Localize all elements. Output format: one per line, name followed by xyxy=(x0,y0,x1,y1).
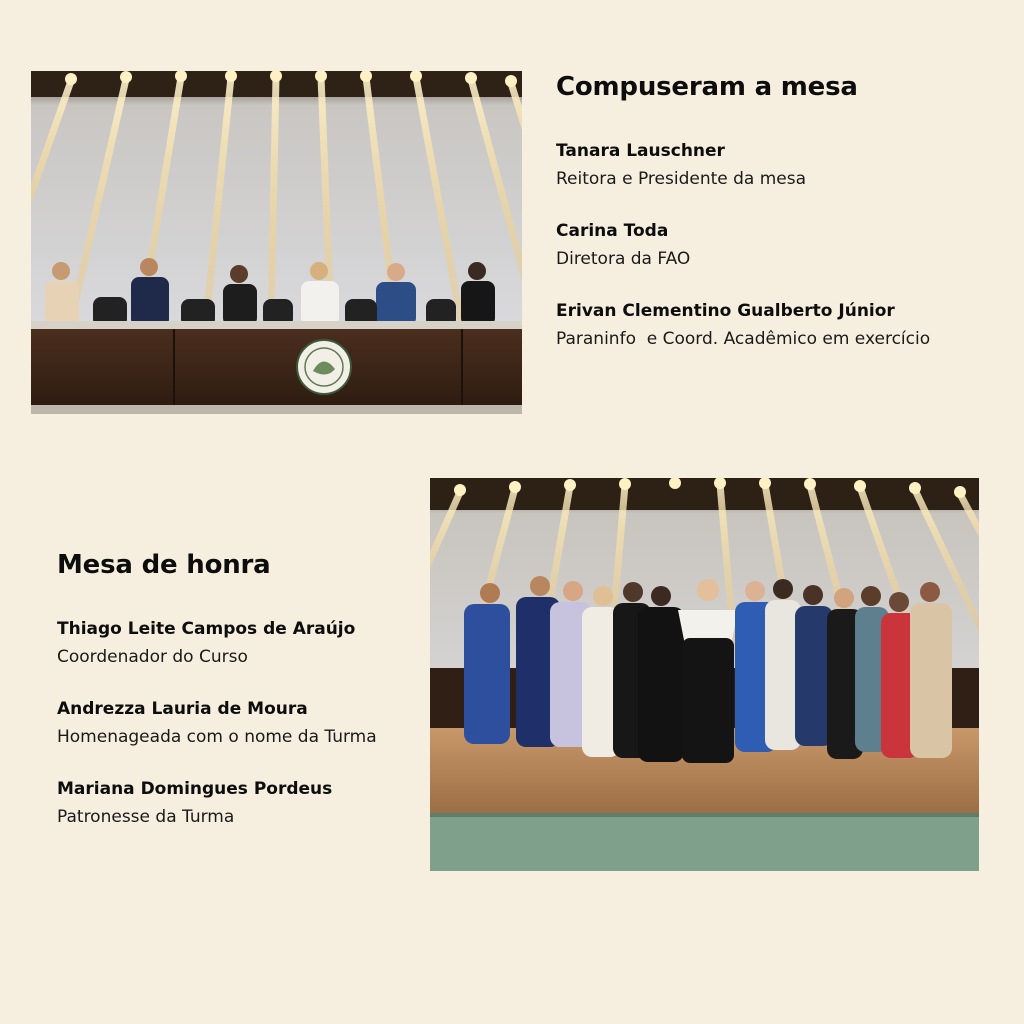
person-role: Patronesse da Turma xyxy=(57,807,235,827)
group-stage-photo xyxy=(430,478,979,871)
ceremony-desk-photo xyxy=(31,71,522,414)
section-mesa-de-honra xyxy=(57,548,427,829)
section-compuseram-a-mesa xyxy=(556,70,1006,351)
person-name: Thiago Leite Campos de Araújo xyxy=(57,619,356,639)
section-title: Mesa de honra xyxy=(57,550,271,580)
person-role: Reitora e Presidente da mesa xyxy=(556,169,807,189)
person-entry xyxy=(57,617,427,669)
person-role: Paraninfo e Coord. Acadêmico em exercício xyxy=(556,329,931,349)
section-title: Compuseram a mesa xyxy=(556,72,858,102)
person-name: Mariana Domingues Pordeus xyxy=(57,779,333,799)
person-entry xyxy=(556,139,1006,191)
person-entry xyxy=(556,299,1006,351)
person-name: Carina Toda xyxy=(556,221,669,241)
person-name: Andrezza Lauria de Moura xyxy=(57,699,308,719)
person-entry xyxy=(57,777,427,829)
person-role: Homenageada com o nome da Turma xyxy=(57,727,377,747)
person-name: Tanara Lauschner xyxy=(556,141,725,161)
person-entry xyxy=(556,219,1006,271)
person-name: Erivan Clementino Gualberto Júnior xyxy=(556,301,895,321)
person-entry xyxy=(57,697,427,749)
person-role: Coordenador do Curso xyxy=(57,647,248,667)
person-role: Diretora da FAO xyxy=(556,249,691,269)
